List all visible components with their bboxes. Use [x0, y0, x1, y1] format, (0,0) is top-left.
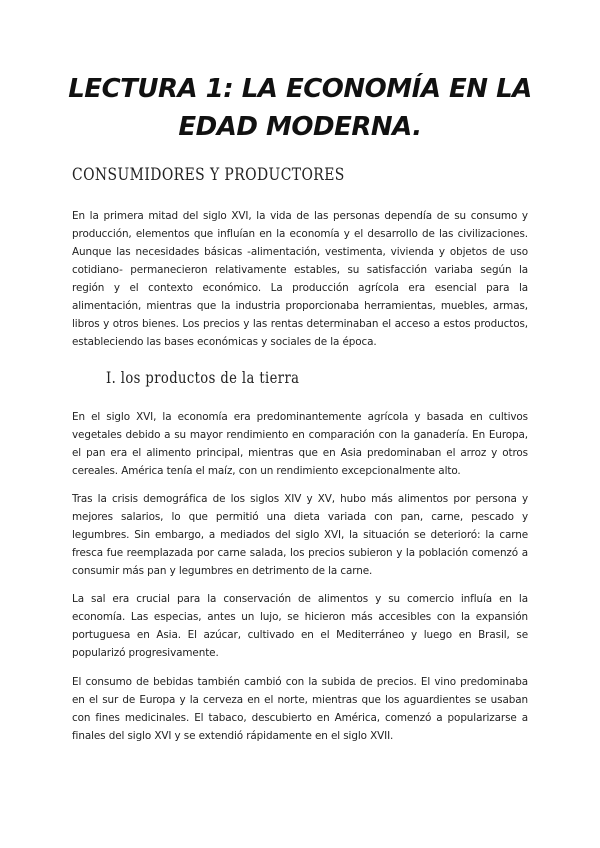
intro-paragraph: En la primera mitad del siglo XVI, la vida de las personas dependía de su consumo y producción, elementos que influían en la economía y el desarrollo de las civilizaciones. Aunque las necesidades básicas -alimentación, vestimenta, vivienda y objetos de uso cotidiano- permanecieron relativamente estables, su satisfacción variaba según la región y el contexto económico. La producción agrícola era esencial para la alimentación, mientras que la industria proporcionaba herramientas, muebles, armas, libros y otros bienes. Los precios y las rentas determinaban el acceso a estos productos, estableciendo las bases económicas y sociales de la época.: [72, 210, 528, 348]
section-heading: CONSUMIDORES Y PRODUCTORES: [72, 165, 345, 185]
document-title: LECTURA 1: LA ECONOMÍA EN LA EDAD MODERNA.: [68, 74, 532, 142]
body-paragraph: El consumo de bebidas también cambió con la subida de precios. El vino predominaba en el sur de Europa y la cerveza en el norte, mientras que los aguardientes se usaban con fines medicinales. El tabaco, descubierto en América, comenzó a popularizarse a finales del siglo XVI y se extendió rápidamente en el siglo XVII.: [72, 676, 528, 742]
body-paragraph: En el siglo XVI, la economía era predominantemente agrícola y basada en cultivos vegetales debido a su mayor rendimiento en comparación con la ganadería. En Europa, el pan era el alimento principal, mientras que en Asia predominaban el arroz y otros cereales. América tenía el maíz, con un rendimiento excepcionalmente alto.: [72, 411, 528, 477]
body-paragraph: La sal era crucial para la conservación de alimentos y su comercio influía en la economía. Las especias, antes un lujo, se hicieron más accesibles con la expansión portuguesa en Asia. El azúcar, cultivado en el Mediterráneo y luego en Brasil, se popularizó progresivamente.: [72, 593, 528, 659]
subsection-heading: I. los productos de la tierra: [106, 368, 300, 387]
body-paragraph: Tras la crisis demográfica de los siglos XIV y XV, hubo más alimentos por persona y mejores salarios, lo que permitió una dieta variada con pan, carne, pescado y legumbres. Sin embargo, a mediados del siglo XVI, la situación se deterioró: la carne fresca fue reemplazada por carne salada, los precios subieron y la población comenzó a consumir más pan y legumbres en detrimento de la carne.: [72, 493, 528, 577]
